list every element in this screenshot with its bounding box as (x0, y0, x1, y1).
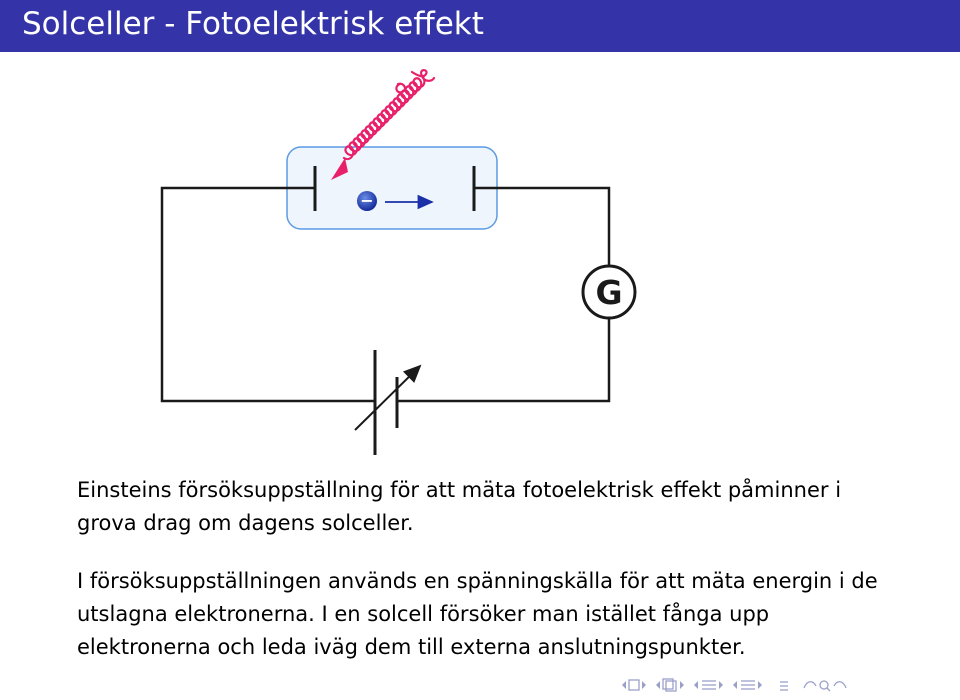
nav-subsection-icon[interactable] (694, 681, 723, 689)
beamer-navigation-bar (620, 676, 950, 694)
nav-slide-icon[interactable] (622, 680, 646, 690)
paragraph-detail: I försöksuppställningen används en spänningskälla för att mäta energin i de utslagna elektronerna. I en solcell försöker man istället fånga upp elektronerna och leda iväg dem till externa anslutningspunkter. (77, 569, 878, 659)
nav-align-icon[interactable] (780, 682, 788, 690)
vacuum-tube (287, 147, 497, 229)
nav-frame-icon[interactable] (656, 679, 684, 691)
variable-voltage-source (375, 350, 397, 455)
electron-charge-label: − (360, 191, 374, 210)
nav-section-icon[interactable] (733, 681, 762, 689)
galvanometer-label: G (595, 273, 623, 312)
photoelectric-circuit-diagram (0, 52, 960, 462)
title-bar (0, 0, 960, 52)
paragraph-intro: Einsteins försöksuppställning för att mäta fotoelektrisk effekt påminner i grova drag om dagens solceller. (77, 478, 842, 535)
photon-wave (344, 70, 434, 159)
slide-title: Solceller - Fotoelektrisk effekt (22, 6, 484, 42)
nav-search-icon[interactable] (804, 681, 846, 691)
variable-adjust-arrow (355, 366, 420, 430)
